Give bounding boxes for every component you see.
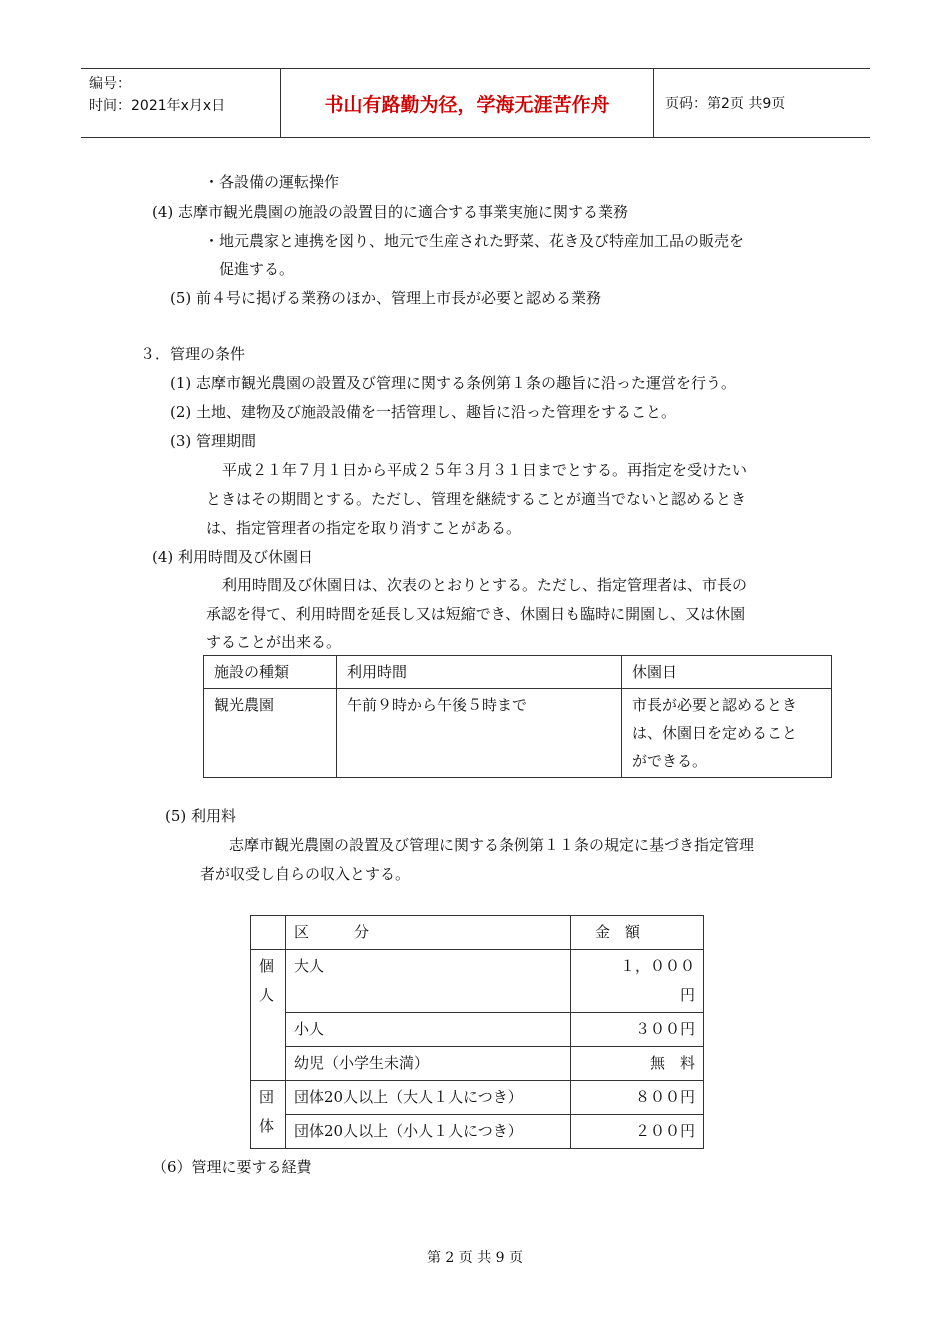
table-row xyxy=(204,689,832,778)
header-motto: 书山有路勤为径，学海无涯苦作舟 xyxy=(281,69,654,137)
amount-line: １，０００ xyxy=(619,957,695,975)
category-cell: 団体20人以上（小人１人につき） xyxy=(286,1115,571,1149)
body-line: ・地元農家と連携を図り、地元で生産された野菜、花き及び特産加工品の販売を xyxy=(204,232,745,250)
group-char: 団 xyxy=(259,1088,275,1106)
group-individual-cell xyxy=(251,950,286,1081)
body-line: (4) 利用時間及び休園日 xyxy=(152,548,314,566)
closed-days-line: 市長が必要と認めるとき xyxy=(632,696,798,714)
fee-table xyxy=(250,915,704,1149)
table-header-cell: 利用時間 xyxy=(337,656,622,689)
table-header-cell: 施設の種類 xyxy=(204,656,337,689)
facility-cell: 観光農園 xyxy=(204,689,337,778)
header-meta xyxy=(81,69,281,137)
closed-days-line: は、休園日を定めること xyxy=(632,724,798,742)
time-label: 时间：2021年x月x日 xyxy=(89,98,226,114)
category-cell: 小人 xyxy=(286,1013,571,1047)
table-header-cell: 区 分 xyxy=(286,916,571,950)
table-row xyxy=(251,1013,704,1047)
body-line: (5) 利用料 xyxy=(165,807,237,825)
header-page-label: 页码：第2页 共9页 xyxy=(665,96,786,112)
group-char: 個 xyxy=(259,957,275,975)
table-row xyxy=(251,1047,704,1081)
group-char: 人 xyxy=(259,986,275,1004)
body-line: 者が収受し自らの収入とする。 xyxy=(200,865,411,883)
body-line: 促進する。 xyxy=(219,260,295,278)
table-header-row xyxy=(204,656,832,689)
body-line: することが出来る。 xyxy=(206,633,342,651)
body-line: (4) 志摩市観光農園の施設の設置目的に適合する事業実施に関する業務 xyxy=(152,203,629,221)
amount-cell xyxy=(571,950,704,1013)
page-header xyxy=(81,68,870,138)
category-cell: 幼児（小学生未満） xyxy=(286,1047,571,1081)
table-header-cell: 休園日 xyxy=(622,656,832,689)
hours-table xyxy=(203,655,832,778)
body-line: (2) 土地、建物及び施設設備を一括管理し、趣旨に沿った管理をすること。 xyxy=(170,403,677,421)
body-line: (1) 志摩市観光農園の設置及び管理に関する条例第１条の趣旨に沿った運営を行う。 xyxy=(170,374,737,392)
body-line: 平成２１年７月１日から平成２５年３月３１日までとする。再指定を受けたい xyxy=(222,461,748,479)
amount-line: 円 xyxy=(679,986,695,1004)
table-row xyxy=(251,1115,704,1149)
body-line: 承認を得て、利用時間を延長し又は短縮でき、休園日も臨時に開園し、又は休園 xyxy=(206,605,746,623)
table-header-cell: 金 額 xyxy=(571,916,704,950)
section-heading: （6）管理に要する経費 xyxy=(152,1158,312,1176)
hours-cell: 午前９時から午後５時まで xyxy=(337,689,622,778)
table-header-row xyxy=(251,916,704,950)
amount-cell: ２００円 xyxy=(571,1115,704,1149)
amount-cell: ８００円 xyxy=(571,1081,704,1115)
body-line: (5) 前４号に掲げる業務のほか、管理上市長が必要と認める業務 xyxy=(170,289,602,307)
closed-days-line: ができる。 xyxy=(632,752,708,770)
body-line: ときはその期間とする。ただし、管理を継続することが適当でないと認めるとき xyxy=(206,490,747,508)
table-row xyxy=(251,950,704,1013)
body-line: は、指定管理者の指定を取り消すことがある。 xyxy=(206,519,522,537)
amount-cell: 無 料 xyxy=(571,1047,704,1081)
amount-cell: ３００円 xyxy=(571,1013,704,1047)
category-cell: 大人 xyxy=(286,950,571,1013)
group-team-cell xyxy=(251,1081,286,1149)
body-line: (3) 管理期間 xyxy=(170,432,257,450)
number-label: 编号： xyxy=(89,76,131,92)
table-row xyxy=(251,1081,704,1115)
table-corner-cell xyxy=(251,916,286,950)
group-char: 体 xyxy=(259,1117,275,1135)
page-footer: 第 2 页 共 9 页 xyxy=(426,1250,524,1266)
section-heading: ３．管理の条件 xyxy=(140,345,246,363)
closed-days-cell xyxy=(622,689,832,778)
body-line: 利用時間及び休園日は、次表のとおりとする。ただし、指定管理者は、市長の xyxy=(222,576,748,594)
category-cell: 団体20人以上（大人１人につき） xyxy=(286,1081,571,1115)
body-line: 志摩市観光農園の設置及び管理に関する条例第１１条の規定に基づき指定管理 xyxy=(229,836,755,854)
body-line: ・各設備の運転操作 xyxy=(204,173,340,191)
